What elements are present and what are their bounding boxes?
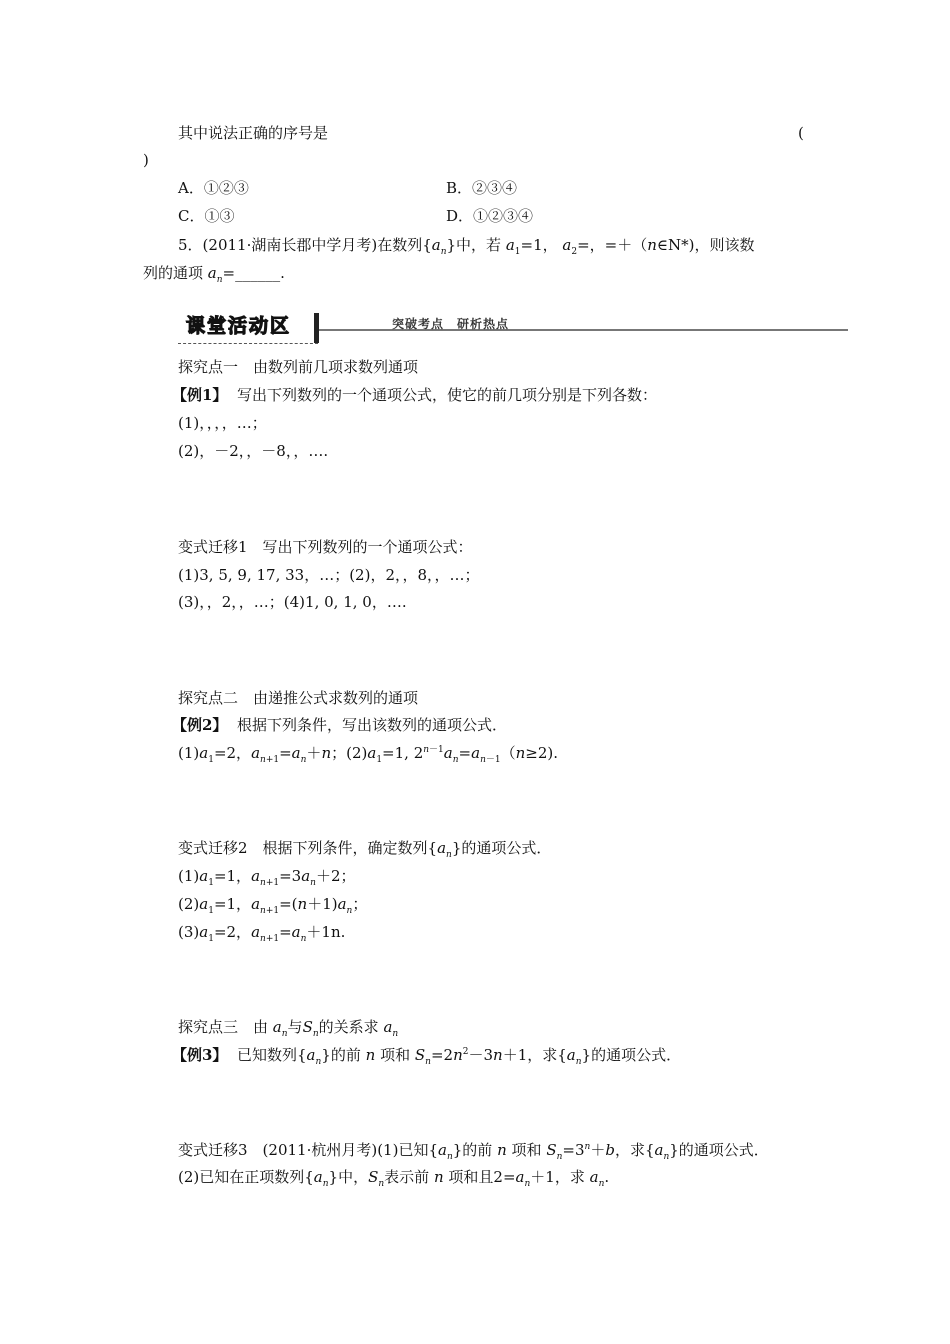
point-2-heading: 探究点二 由递推公式求数列的通项 [178, 689, 419, 707]
section-subtitle: 突破考点 研析热点 [392, 317, 510, 331]
variant-1-line2: (3)，，2，，…；(4)1, 0, 1, 0，…. [178, 593, 407, 611]
example-1-line2: (2)，－2，，－8，，…. [178, 442, 329, 460]
example-1: 【例1】 写出下列数列的一个通项公式，使它的前几项分别是下列各数： [172, 386, 657, 404]
variant-2-heading: 变式迁移2 根据下列条件，确定数列$\{a_n\}$的通项公式． [178, 839, 552, 860]
question-prompt: 其中说法正确的序号是 [178, 124, 329, 142]
option-c: C．①③ [178, 207, 235, 225]
answer-bracket-open: ( [798, 124, 804, 142]
question-5-line2: 列的通项 $a_n=\_\_\_\_\_\_$. [143, 264, 285, 285]
section-header [178, 313, 848, 341]
question-5: 5．(2011·湖南长郡中学月考)在数列$\{a_n\}$中，若 $a_1=1$， $a_2=$，=＋（n∈N*)，则该数 [178, 236, 755, 257]
option-b: B．②③④ [446, 179, 518, 197]
variant-3-line2: (2)已知在正项数列$\{a_n\}$中，$S_n$表示前 n 项和且$2=a_n+1$，求 $a_n$. [178, 1168, 610, 1189]
variant-1-line1: (1)3, 5, 9, 17, 33，…；(2)，2，，8，，…； [178, 566, 480, 584]
point-3-heading: 探究点三 由 $a_n$与$S_n$的关系求 $a_n$ [178, 1018, 399, 1039]
point-1-heading: 探究点一 由数列前几项求数列通项 [178, 358, 419, 376]
section-divider [314, 313, 319, 343]
example-3: 【例3】 已知数列$\{a_n\}$的前 n 项和 $S_n=2n^2-3n+1$，求$\{a_n\}$的通项公式． [172, 1046, 682, 1067]
variant-2-line1: $(1)a_1=1$，$a_{n+1}=3a_n+2$； [178, 867, 356, 888]
variant-2-line3: $(3)a_1=2$，$a_{n+1}=a_n+1n$. [178, 923, 346, 944]
variant-1-heading: 变式迁移1 写出下列数列的一个通项公式： [178, 538, 473, 556]
option-a: A．①②③ [178, 179, 249, 197]
answer-bracket-close: ) [143, 151, 149, 169]
example-2: 【例2】 根据下列条件，写出该数列的通项公式． [172, 716, 507, 734]
variant-2-line2: $(2)a_1=1$，$a_{n+1}=(n+1)a_n$； [178, 895, 368, 916]
option-d: D．①②③④ [446, 207, 534, 225]
example-2-line1: $(1)a_1=2$，$a_{n+1}=a_n+n$；$(2)a_1=1$, $2^{n-1}a_n=a_{n-1}(n\ge 2)$. [178, 744, 559, 765]
variant-3-line1: 变式迁移3 (2011·杭州月考)(1)已知$\{a_n\}$的前 n 项和 $S_n=3^n+b$，求$\{a_n\}$的通项公式． [178, 1141, 769, 1162]
section-dash-underline [178, 343, 318, 344]
section-title: 课堂活动区 [186, 315, 292, 337]
example-1-line1: (1)，，，，…； [178, 414, 267, 432]
